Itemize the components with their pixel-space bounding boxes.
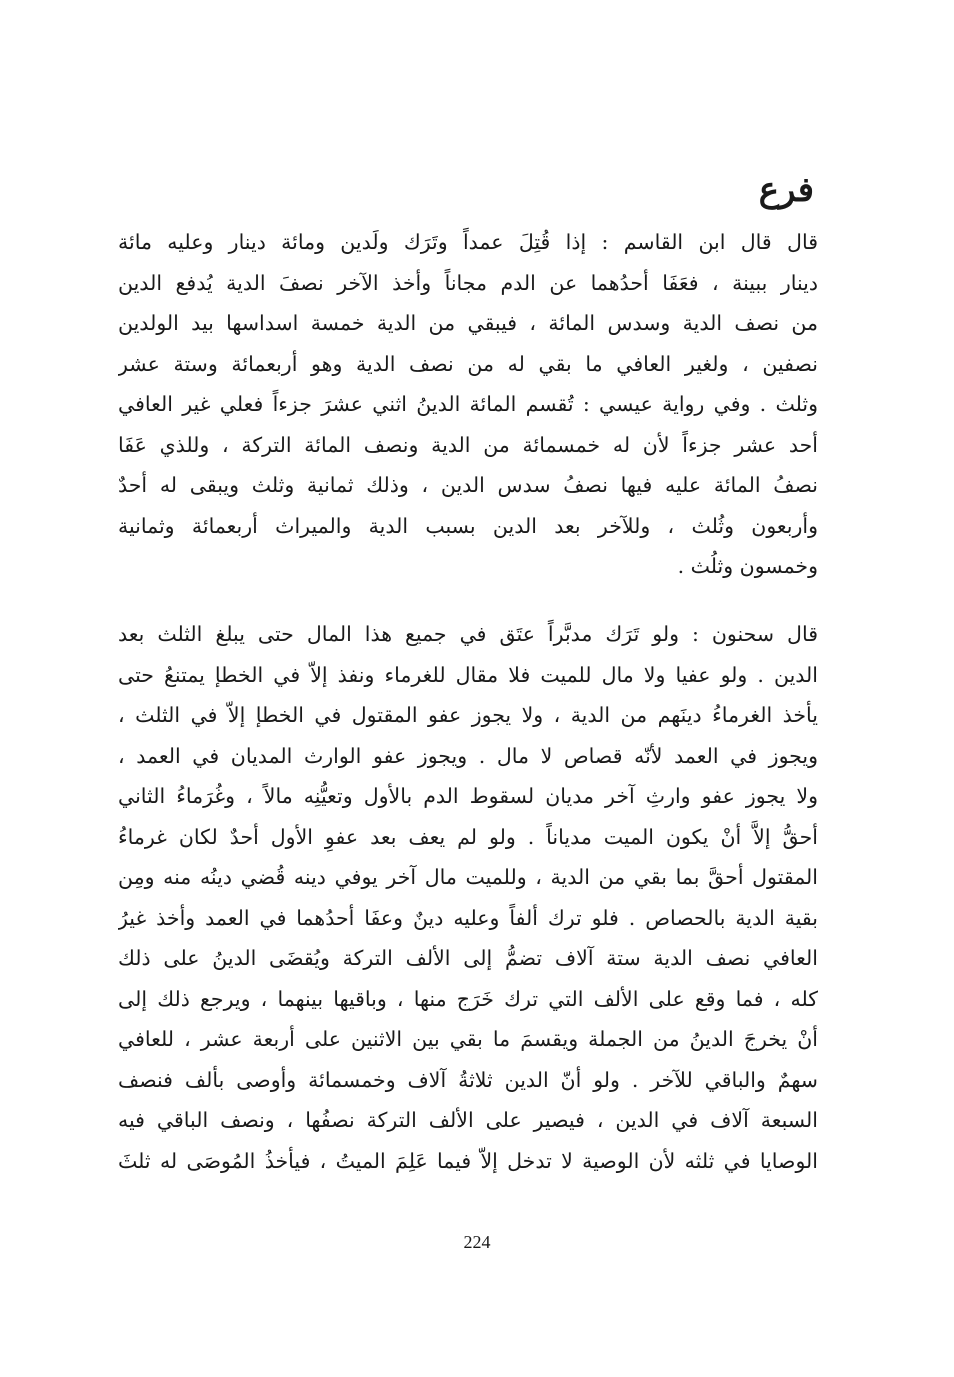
text-line: أحد عشر جزءاً لأن له خمسمائة من الدية ونصف المائة التركة ، وللذي عَفَا [118,432,818,457]
text-line: يأخذ الغرماءُ دينَهم من الدية ، ولا يجوز عفو المقتول في الخطإ إلاّ في الثلث ، [118,703,818,727]
text-line: كله ، فما وقع على الألف التي ترك خَرَج منها ، وباقيها بينهما ، ويرجع ذلك إلى [118,986,818,1011]
page-number: 224 [463,1232,491,1252]
text-line: ويجوز في العمد لأنّه قصاص لا مال . ويجوز عفو الوارث المديان في العمد ، [118,743,818,768]
text-line: ولا يجوز عفو وارثِ آخر مديان لسقوط الدم بالأول وتعيُّنِه مالاً ، وغُرَماءُ الثاني [118,784,818,808]
text-line: من نصف الدية وسدس المائة ، فيبقي من الدية خمسة اسداسها بيد الولدين [118,311,818,335]
text-line: العافي نصف الدية ستة آلاف تضمُّ إلى الألف التركة ويُقضَى الدينُ على ذلك [118,946,818,970]
text-line: دينار ببينة ، فعَفَا أحدُهما عن الدم مجاناً وأخذ الآخر نصفَ الدية يُدفع الدين [118,270,818,295]
text-line: نصفُ المائة عليه فيها نصفُ سدس الدين ، وذلك ثمانية وثلث ويبقى له أحدٌ [118,473,818,497]
text-line: المقتول أحقَّ بما بقي من الدية ، وللميت مال آخر يوفي دينه قُضي دينُه منه ومِن [118,865,818,889]
text-line: بقية الدية بالحصاص . فلو ترك ألفاً وعليه دينٌ وعفَا أحدُهما في العمد وأخذ غيرُ [118,905,818,930]
paragraph-2 [118,614,818,1181]
text-line: الوصايا في ثلثه لأن الوصية لا تدخل إلاّ فيما عَلِمَ الميتُ ، فيأخذُ المُوصَى له ثلثَ [118,1148,818,1173]
text-line: السبعة آلاف في الدين ، فيصير على الألف التركة نصفُها ، ونصف الباقي فيه [118,1108,818,1132]
text-line: أحقُّ إلاَّ أنْ يكون الميت مدياناً . ولو لم يعف بعد عفوِ الأول أحدٌ لكان غرماءُ [118,824,818,849]
text-line: وأربعون وثُلث ، وللآخر بعد الدين بسبب الدية والميراث أربعمائة وثمانية [118,513,818,538]
text-line: نصفين ، ولغير العافي ما بقي له من نصف الدية وهو أربعمائة وستة عشر [118,351,818,376]
text-line: قال قال ابن القاسم : إذا قُتِلَ عمداً وتَرَك ولَدين ومائة دينار وعليه مائة [118,230,818,254]
text-line: وثلث . وفي رواية عيسي : تُقسم المائة الدينُ اثني عشرَ جزءاً فعلي غير العافي [118,392,818,416]
text-line: سهمٌ والباقي للآخر . ولو أنّ الدين ثلاثةُ آلاف وخمسمائة وأوصى بألف فنصف [118,1067,818,1092]
paragraph-1 [118,222,818,587]
text-line: أنْ يخرجَ الدينُ من الجملة ويقسمَ ما بقي بين الاثنين على أربعة عشر ، للعافي [118,1027,818,1051]
text-line: وخمسون وثلُث . [677,554,818,578]
text-line: الدين . ولو عفيا ولا مال للميت فلا مقال للغرماء ونفذ إلاّ في الخطإ يمتنعُ حتى [118,662,818,687]
text-line: قال سحنون : ولو تَرَك مدبَّراً عتَق في جميع هذا المال حتى يبلغ الثلث بعد [118,622,818,646]
section-heading: فرع [758,170,814,210]
